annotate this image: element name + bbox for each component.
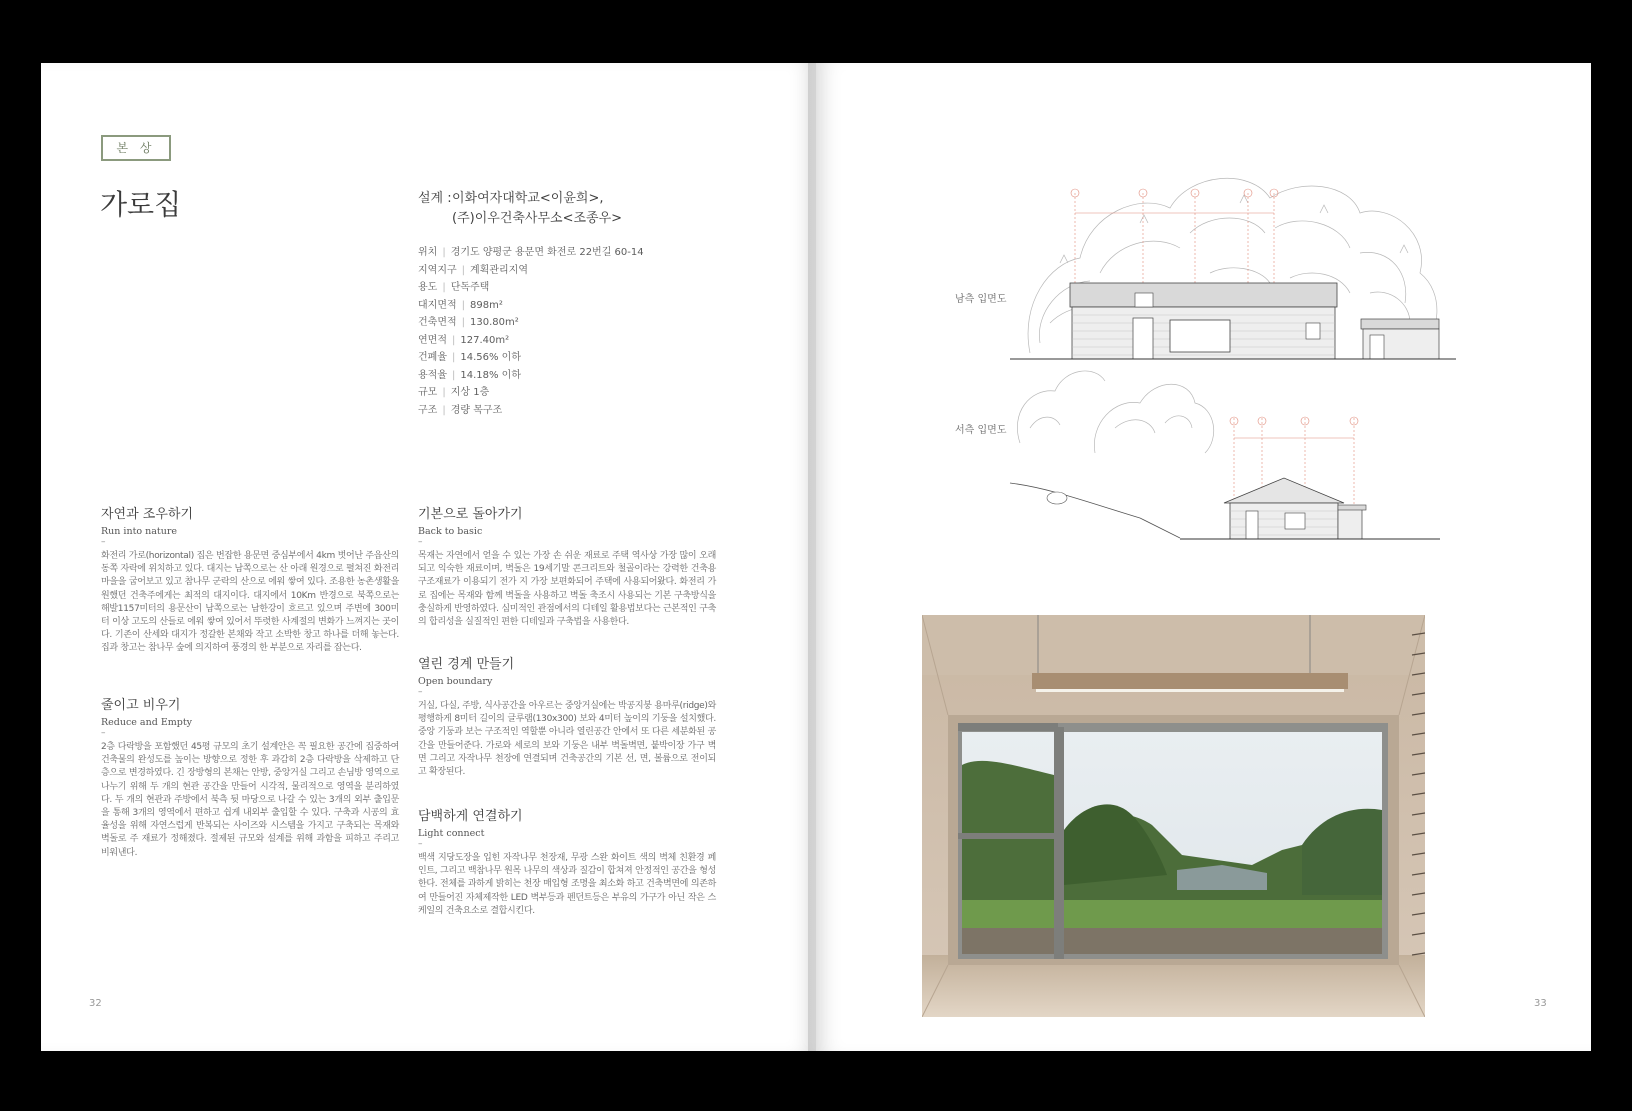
section-dash: – (101, 728, 106, 738)
spec-label: 연면적 (418, 334, 447, 346)
section-subtitle: Back to basic (418, 526, 483, 537)
section-subtitle: Light connect (418, 828, 485, 839)
spec-value: 14.18% 이하 (460, 369, 521, 381)
spec-value: 경량 목구조 (450, 404, 503, 416)
spec-row: 용도 | 단독주택 (418, 282, 490, 293)
spec-row: 위치 | 경기도 양평군 용문면 화전로 22번길 60-14 (418, 247, 644, 258)
house-west-elevation (1010, 478, 1440, 539)
south-elevation-label: 남측 입면도 (955, 294, 1007, 305)
section-body: 목재는 자연에서 얻을 수 있는 가장 손 쉬운 재료로 주택 역사상 가장 많이 오래되고 익숙한 재료이며, 벽돌은 19세기말 콘크리트와 철골이라는 강력한 건축용 구조재료가 이용되기 전가 지 가장 보편화되어 주택에 사용되어왔다. 화전리 가로 집에는 목재와 함께 벽돌을 사용하고 벽돌 축조시 사용되는 기본 구축방식을 충실하게 반영하였다. 심미적인 관점에서의 디테일 활용법보다는 근본적인 구축의 합리성을 실질적인 편한 디테일과 구축법을 사용한다. (418, 551, 716, 628)
design-label: 설계 : (418, 191, 452, 206)
spec-list (418, 244, 644, 419)
section-title: 자연과 조우하기 (101, 507, 194, 522)
spec-value: 898m² (470, 299, 503, 311)
spec-row: 지역지구 | 계획관리지역 (418, 264, 528, 276)
page-title: 가로집 (100, 188, 182, 221)
section-dash: – (418, 687, 423, 697)
interior-photo-svg (922, 615, 1425, 1017)
section-dash: – (418, 839, 423, 849)
page-number-left: 32 (89, 998, 102, 1009)
elevation-drawings (940, 153, 1456, 573)
section-body: 거실, 다실, 주방, 식사공간을 아우르는 중앙거실에는 박공지붕 용마루(ridge)와 평행하게 8미터 길이의 글루램(130x300) 보와 4미터 높이의 기둥을 설치했다. 중앙 기둥과 보는 구조적인 역할뿐 아니라 열린공간 안에서 또 다른 세분화된 공간을 만들어준다. 가로와 세로의 보와 기둥은 내부 벽돌벽면, 붙박이장 가구 벽면 그리고 자작나무 천장에 연결되며 건축공간의 기본 선, 면, 볼륨으로 전이되고 확장된다. (418, 701, 716, 778)
section-subtitle: Open boundary (418, 676, 493, 687)
section-back-to-basic (418, 503, 716, 629)
house-south-elevation (1010, 283, 1456, 359)
spec-label: 구조 (418, 404, 438, 416)
interior-photo (922, 615, 1425, 1017)
spec-value: 계획관리지역 (470, 264, 528, 276)
section-title: 줄이고 비우기 (101, 698, 181, 713)
page-number-right: 33 (1534, 998, 1547, 1009)
left-page (41, 63, 816, 1051)
spec-value: 단독주택 (450, 282, 490, 293)
spec-row: 건폐율 | 14.56% 이하 (418, 352, 521, 363)
west-elevation-label: 서측 입면도 (955, 425, 1007, 436)
section-light-connect (418, 805, 716, 918)
spec-label: 규모 (418, 387, 438, 398)
spec-row: 용적율 | 14.18% 이하 (418, 369, 521, 381)
spec-label: 용도 (418, 282, 438, 293)
spec-value: 지상 1층 (450, 387, 490, 398)
design-line-2: (주)이우건축사무소<조종우> (452, 211, 623, 226)
spec-value: 경기도 양평군 용문면 화전로 22번길 60-14 (450, 247, 644, 258)
spec-label: 건폐율 (418, 352, 447, 363)
spec-label: 건축면적 (418, 317, 457, 328)
spec-value: 130.80m² (470, 317, 519, 328)
section-title: 담백하게 연결하기 (418, 809, 523, 824)
section-dash: – (418, 537, 423, 547)
spec-label: 용적율 (418, 369, 447, 381)
section-dash: – (101, 537, 106, 547)
spec-value: 14.56% 이하 (460, 352, 521, 363)
spec-row: 대지면적 | 898m² (418, 299, 503, 311)
spec-row: 규모 | 지상 1층 (418, 387, 490, 398)
spec-label: 대지면적 (418, 299, 457, 311)
design-credit (418, 189, 622, 229)
section-subtitle: Run into nature (101, 526, 178, 537)
section-body: 화전리 가로(horizontal) 집은 번잡한 용문면 중심부에서 4km 벗어난 주읍산의 동쪽 자락에 위치하고 있다. 대지는 남쪽으로는 산 아래 원경으로 펼쳐진 화전리 마을을 굽어보고 있고 참나무 군락의 산으로 에워 쌓여 있다. 조용한 농촌생활을 원했던 건축주에게는 최적의 대지이다. 대지에서 10Km 반경으로 북쪽으로는 해발1157미터의 용문산이 남쪽으로는 남한강이 흐르고 있으며 주변에 300미터 이상 고도의 산들로 에워 쌓여 있어서 뚜렷한 사계절의 변화가 느껴지는 곳이다. 기존이 산세와 대지가 정갈한 본채와 작고 소박한 창고 하나를 더해 놓는다. 집과 창고는 참나무 숲에 의지하여 풍경의 한 부분으로 자리를 잡는다. (101, 551, 399, 654)
spec-value: 127.40m² (460, 334, 510, 346)
right-page (816, 63, 1591, 1051)
spec-row: 건축면적 | 130.80m² (418, 317, 519, 328)
award-badge: 본 상 (101, 135, 171, 161)
tree-canopy-west (1017, 371, 1213, 453)
spec-label: 위치 (418, 247, 438, 258)
spec-row: 연면적 | 127.40m² (418, 334, 510, 346)
spec-row: 구조 | 경량 목구조 (418, 404, 503, 416)
section-subtitle: Reduce and Empty (101, 717, 193, 728)
section-title: 기본으로 돌아가기 (418, 507, 523, 522)
section-reduce-and-empty (101, 694, 399, 860)
design-line-1: 이화여자대학교<이윤희>, (452, 191, 604, 206)
section-body: 백색 지당도장을 입힌 자작나무 천장재, 무광 스완 화이트 색의 벽체 친환경 페인트, 그리고 백참나무 원목 나무의 색상과 질감이 합쳐져 안정적인 공간을 형성한다. 전체를 과하게 밝히는 천장 매입형 조명을 최소화 하고 건축벽면에 의존하여 만들어진 자체제작한 LED 벽부등과 펜던트등은 부유의 가구가 아닌 작은 스케일의 건축요소로 결합시킨다. (418, 853, 716, 916)
section-title: 열린 경계 만들기 (418, 657, 515, 672)
elevation-drawing-svg (940, 153, 1456, 573)
spec-label: 지역지구 (418, 264, 457, 276)
section-run-into-nature (101, 503, 399, 656)
section-body: 2층 다락방을 포함했던 45평 규모의 초기 설계안은 꼭 필요한 공간에 집중하여 건축물의 완성도를 높이는 방향으로 정한 후 과감히 2층 다락방을 삭제하고 단층으로 변경하였다. 긴 장방형의 본채는 안방, 중앙거실 그리고 손님방 영역으로 나누기 위해 두 개의 현관 공간을 만들어 시각적, 물리적으로 영역을 분리하였다. 두 개의 현관과 주방에서 북측 뒷 마당으로 나갈 수 있는 3개의 외부 출입문을 통해 3개의 영역에서 편하고 쉽게 내외부 출입할 수 있다. 구축과 시공의 효율성을 위해 자연스럽게 반복되는 사이즈와 시스템을 가지고 구축되는 목재와 벽돌로 주 재료가 정해졌다. 절제된 규모와 설계를 위해 과함을 피하고 주리고 비워낸다. (101, 742, 399, 858)
section-open-boundary (418, 653, 716, 779)
